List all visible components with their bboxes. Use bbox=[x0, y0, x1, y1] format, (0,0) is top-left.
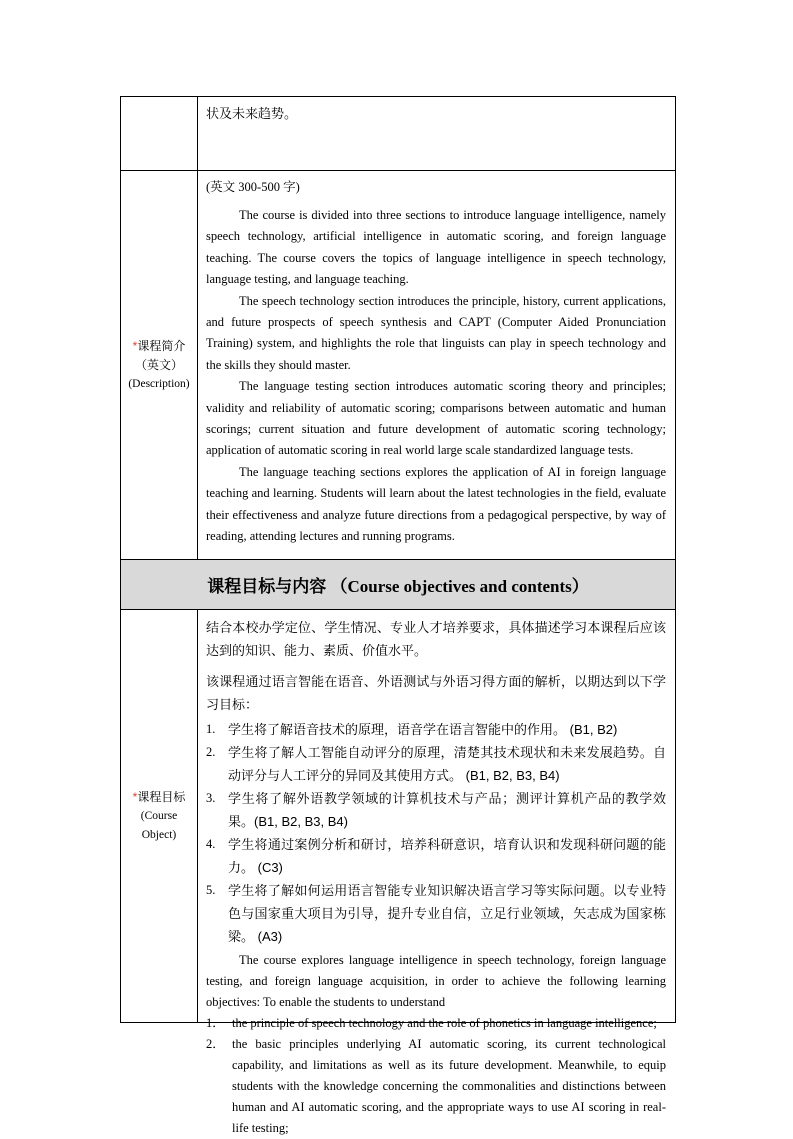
empty-label-cell bbox=[121, 97, 198, 170]
objective-item-number: 5. bbox=[206, 883, 216, 897]
objective-item-en bbox=[206, 1034, 666, 1139]
objective-item-text: 学生将了解如何运用语言智能专业知识解决语言学习等实际问题。以专业特色与国家重大项目为引导，提升专业自信，立足行业领域，矢志成为国家栋梁。 (A3) bbox=[228, 883, 666, 944]
objective-item-text: 学生将了解人工智能自动评分的原理，清楚其技术现状和未来发展趋势。自动评分与人工评分的异同及其使用方式。 (B1, B2, B3, B4) bbox=[228, 745, 666, 783]
section-header-row bbox=[121, 560, 675, 610]
objectives-intro-1: 结合本校办学定位、学生情况、专业人才培养要求，具体描述学习本课程后应该达到的知识、能力、素质、价值水平。 bbox=[206, 620, 666, 658]
objectives-list-en bbox=[206, 1013, 666, 1139]
overview-continuation-text: 状及未来趋势。 bbox=[206, 106, 298, 121]
table-row bbox=[121, 97, 675, 171]
objectives-intro-en: The course explores language intelligence in speech technology, foreign language testing, and foreign language acquisition, in order to achieve the following learning objectives: To enable the students to understand bbox=[206, 953, 666, 1009]
objective-item-text: the basic principles underlying AI automatic scoring, its current technological capability, and limitations as well as its future development. Meanwhile, to equip students with the knowledge concerning the commonalities and distinctions between human and AI automatic scoring, and the appropriate ways to use AI scoring in real-life testing; bbox=[232, 1037, 666, 1135]
objective-item bbox=[206, 741, 666, 787]
objective-item-text: the principle of speech technology and the role of phonetics in language intelligence; bbox=[232, 1016, 657, 1030]
objective-item-text: 学生将通过案例分析和研讨，培养科研意识，培育认识和发现科研问题的能力。 (C3) bbox=[228, 837, 666, 875]
description-label-zh: 课程简介（英文） bbox=[134, 338, 186, 372]
description-label-en: (Description) bbox=[128, 377, 190, 390]
objective-item-number: 1． bbox=[206, 1016, 225, 1030]
objectives-list-zh bbox=[206, 718, 666, 948]
description-label bbox=[123, 337, 195, 375]
objective-item-text: 学生将了解外语教学领域的计算机技术与产品；测评计算机产品的教学效果。(B1, B2, B3, B4) bbox=[228, 791, 666, 829]
objective-item bbox=[206, 879, 666, 948]
objective-item bbox=[206, 833, 666, 879]
objective-item-number: 2． bbox=[206, 1037, 225, 1051]
description-paragraph: The language teaching sections explores the application of AI in foreign language teaching and learning. Students will learn about the latest technologies in the field, evaluate their effectiveness and analyze future directions from a pedagogical perspective, by way of reading, attending lectures and running programs. bbox=[206, 464, 666, 544]
course-object-label bbox=[133, 788, 186, 807]
course-object-label-zh: 课程目标 bbox=[137, 789, 186, 804]
course-object-label-en: (Course Object) bbox=[140, 809, 178, 841]
description-label-cell bbox=[121, 171, 198, 559]
description-paragraph: The speech technology section introduces the principle, history, current applications, and future prospects of speech synthesis and CAPT (Computer Aided Pronunciation Training) system, and highlights the role that linguists can play in speech technology and the skills they should master. bbox=[206, 293, 666, 372]
objective-item-number: 3. bbox=[206, 791, 216, 805]
objective-item-number: 2. bbox=[206, 745, 216, 759]
table-row bbox=[121, 171, 675, 560]
section-header-title: 课程目标与内容 （Course objectives and contents） bbox=[207, 577, 589, 596]
objective-item-number: 1. bbox=[206, 722, 216, 736]
objective-item bbox=[206, 787, 666, 833]
description-paragraph: The language testing section introduces automatic scoring theory and principles; validity and reliability of automatic scoring; comparisons between automatic and human scorings; current situation and future development of automatic scoring technology; application of automatic scoring in real world large scale standardized language tests. bbox=[206, 379, 666, 458]
objectives-intro-2: 该课程通过语言智能在语音、外语测试与外语习得方面的解析，以期达到以下学习目标： bbox=[206, 674, 666, 712]
course-object-content-cell bbox=[198, 610, 675, 1135]
table-row bbox=[121, 610, 675, 1135]
course-object-label-cell bbox=[121, 610, 198, 1022]
overview-continuation-cell bbox=[198, 97, 675, 170]
objective-item-en bbox=[206, 1013, 666, 1034]
word-count-hint: (英文 300-500 字) bbox=[206, 180, 300, 194]
objective-item-text: 学生将了解语音技术的原理，语音学在语言智能中的作用。 (B1, B2) bbox=[228, 722, 618, 737]
required-asterisk: * bbox=[132, 338, 138, 353]
required-asterisk: * bbox=[132, 789, 138, 804]
description-paragraph: The course is divided into three sections to introduce language intelligence, namely speech technology, artificial intelligence in automatic scoring, and foreign language teaching. The course covers the topics of language intelligence in speech technology, language testing, and language teaching. bbox=[206, 208, 666, 287]
objective-item-number: 4. bbox=[206, 837, 216, 851]
objective-item bbox=[206, 718, 666, 741]
description-content-cell bbox=[198, 171, 675, 559]
syllabus-table bbox=[120, 96, 676, 1135]
